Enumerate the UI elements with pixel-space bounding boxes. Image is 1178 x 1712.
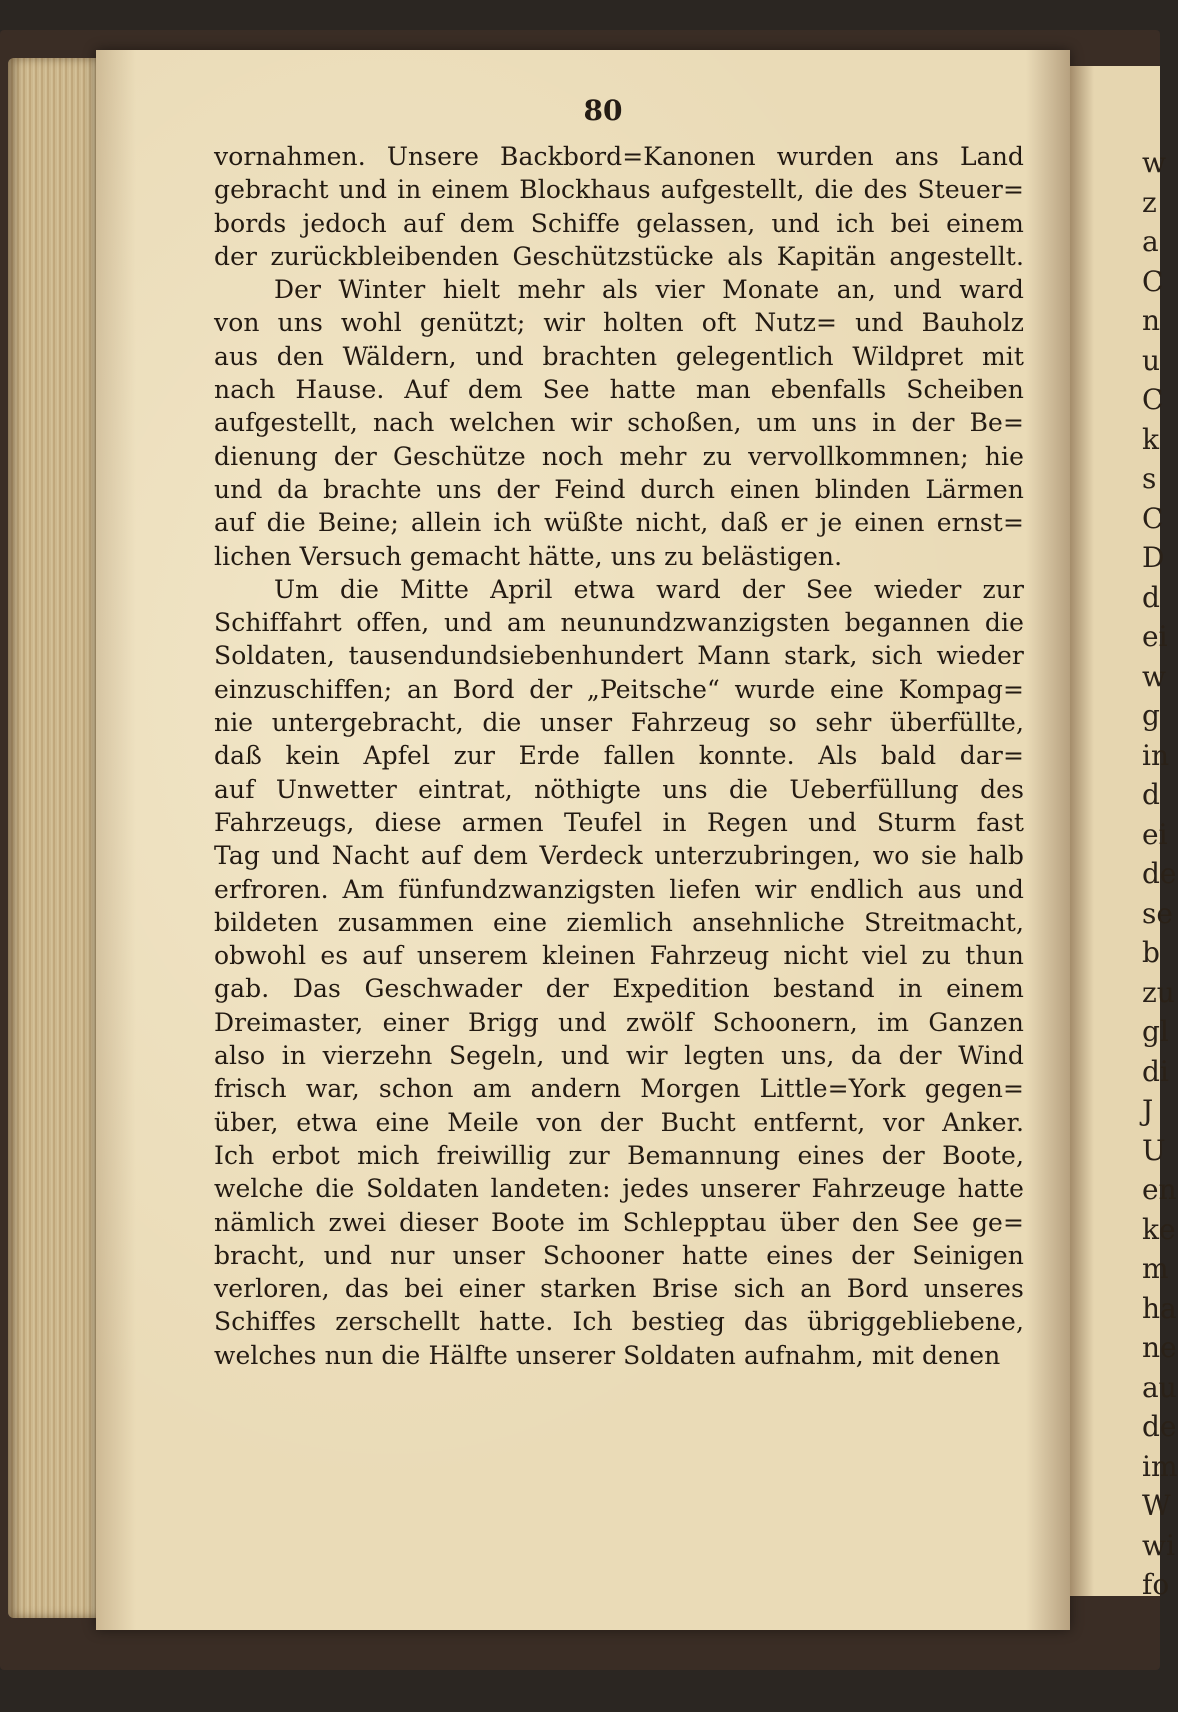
next-page-fragment: W bbox=[1142, 1489, 1171, 1522]
next-page-fragment: gl bbox=[1142, 1015, 1169, 1048]
text-line: nie untergebracht, die unser Fahrzeug so sehr überfüllte, bbox=[214, 708, 1024, 738]
text-line: welche die Soldaten landeten: jedes unserer Fahrzeuge hatte bbox=[214, 1174, 1024, 1204]
next-page-fragment: U bbox=[1142, 1133, 1166, 1167]
next-page-fragment: z bbox=[1142, 185, 1157, 219]
next-page-fragment: C bbox=[1142, 501, 1164, 535]
next-page-fragment: w bbox=[1142, 659, 1166, 693]
text-line: Um die Mitte April etwa ward der See wieder zur bbox=[274, 574, 1024, 604]
text-line: bildeten zusammen eine ziemlich ansehnliche Streitmacht, bbox=[214, 907, 1024, 937]
page-edges bbox=[8, 58, 100, 1618]
text-line: dienung der Geschütze noch mehr zu vervollkommnen; hie bbox=[214, 441, 1024, 471]
next-page-fragment: ei bbox=[1142, 620, 1168, 653]
next-page-fragment: fo bbox=[1142, 1568, 1170, 1601]
book-page bbox=[96, 50, 1070, 1630]
text-line: Tag und Nacht auf dem Verdeck unterzubringen, wo sie halb bbox=[214, 841, 1024, 871]
next-page-fragment: ha bbox=[1142, 1291, 1177, 1325]
next-page-fragment: se bbox=[1142, 896, 1173, 930]
text-line: gebracht und in einem Blockhaus aufgestellt, die des Steuer= bbox=[214, 175, 1024, 205]
next-page-fragment: ke bbox=[1142, 1212, 1176, 1246]
text-line: bords jedoch auf dem Schiffe gelassen, und ich bei einem bbox=[214, 208, 1024, 238]
next-page-edge bbox=[1070, 66, 1178, 1601]
text-line: obwohl es auf unserem kleinen Fahrzeug nicht viel zu thun bbox=[214, 941, 1024, 971]
text-line: Schiffahrt offen, und am neunundzwanzigsten begannen die bbox=[214, 608, 1024, 638]
next-page-fragment: de bbox=[1142, 1410, 1177, 1443]
text-line: gab. Das Geschwader der Expedition bestand in einem bbox=[214, 974, 1024, 1004]
text-line: aus den Wäldern, und brachten gelegentlich Wildpret mit bbox=[214, 341, 1024, 371]
next-page-fragment: C bbox=[1142, 383, 1164, 416]
text-line: und da brachte uns der Feind durch einen blinden Lärmen bbox=[214, 474, 1024, 504]
text-line: Fahrzeugs, diese armen Teufel in Regen und Sturm fast bbox=[214, 807, 1024, 837]
next-page-fragment: im bbox=[1142, 1449, 1178, 1483]
next-page-fragment: de bbox=[1142, 857, 1177, 890]
next-page-fragment: d bbox=[1142, 580, 1160, 614]
text-line: Soldaten, tausendundsiebenhundert Mann stark, sich wieder bbox=[214, 641, 1024, 671]
text-line: erfroren. Am fünfundzwanzigsten liefen wir endlich aus und bbox=[214, 874, 1024, 904]
next-page-fragment: zu bbox=[1142, 975, 1175, 1009]
next-page-fragment: in bbox=[1142, 738, 1169, 772]
next-page-fragment: u bbox=[1142, 343, 1161, 377]
next-page-fragment: C bbox=[1142, 264, 1164, 298]
text-line: auf die Beine; allein ich wüßte nicht, daß er je einen ernst= bbox=[214, 508, 1024, 538]
next-page-fragment: s bbox=[1142, 462, 1157, 495]
text-line: daß kein Apfel zur Erde fallen konnte. Als bald dar= bbox=[214, 741, 1024, 771]
text-line: welches nun die Hälfte unserer Soldaten aufnahm, mit denen bbox=[214, 1340, 1001, 1370]
text-line: Dreimaster, einer Brigg und zwölf Schoonern, im Ganzen bbox=[214, 1007, 1024, 1037]
text-line: bracht, und nur unser Schooner hatte eines der Seinigen bbox=[214, 1240, 1024, 1270]
next-page-fragment: ne bbox=[1142, 1331, 1177, 1364]
next-page-fragment: n bbox=[1142, 304, 1161, 337]
text-line: Der Winter hielt mehr als vier Monate an, und ward bbox=[274, 275, 1024, 305]
next-page-fragment: ei bbox=[1142, 817, 1168, 851]
text-line: vornahmen. Unsere Backbord=Kanonen wurden ans Land bbox=[214, 142, 1024, 171]
next-page-fragment: wi bbox=[1142, 1528, 1175, 1562]
body-text bbox=[214, 140, 1024, 1372]
next-page-fragment: a bbox=[1142, 225, 1159, 258]
next-page-fragment: b bbox=[1142, 936, 1160, 969]
next-page-fragment: en bbox=[1142, 1173, 1177, 1206]
next-page-fragment: di bbox=[1142, 1054, 1169, 1088]
text-line: Schiffes zerschellt hatte. Ich bestieg das übriggebliebene, bbox=[214, 1307, 1024, 1337]
text-line: frisch war, schon am andern Morgen Little=York gegen= bbox=[214, 1074, 1024, 1104]
next-page-fragment: w bbox=[1142, 146, 1166, 179]
text-line: lichen Versuch gemacht hätte, uns zu belästigen. bbox=[214, 541, 843, 571]
text-line: aufgestellt, nach welchen wir schoßen, um uns in der Be= bbox=[214, 408, 1024, 438]
text-line: der zurückbleibenden Geschützstücke als Kapitän angestellt. bbox=[214, 241, 1024, 271]
text-line: nach Hause. Auf dem See hatte man ebenfalls Scheiben bbox=[214, 375, 1024, 405]
next-page-fragment: g bbox=[1142, 699, 1160, 732]
page-number: 80 bbox=[583, 94, 623, 127]
text-line: über, etwa eine Meile von der Bucht entfernt, vor Anker. bbox=[214, 1107, 1024, 1137]
text-line: verloren, das bei einer starken Brise sich an Bord unseres bbox=[214, 1274, 1024, 1304]
next-page-fragment: m bbox=[1142, 1252, 1169, 1285]
next-page-fragment: au bbox=[1142, 1370, 1177, 1404]
next-page-fragment: k bbox=[1142, 422, 1159, 456]
next-page-fragment: J bbox=[1142, 1094, 1154, 1127]
next-page-fragment: d bbox=[1142, 778, 1160, 811]
text-line: auf Unwetter eintrat, nöthigte uns die Ueberfüllung des bbox=[214, 774, 1024, 804]
text-line: einzuschiffen; an Bord der „Peitsche“ wurde eine Kompag= bbox=[214, 674, 1024, 704]
text-line: also in vierzehn Segeln, und wir legten uns, da der Wind bbox=[214, 1041, 1024, 1071]
text-line: nämlich zwei dieser Boote im Schlepptau über den See ge= bbox=[214, 1207, 1024, 1237]
next-page-fragment: D bbox=[1142, 541, 1165, 574]
text-line: von uns wohl genützt; wir holten oft Nutz= und Bauholz bbox=[214, 308, 1024, 338]
text-line: Ich erbot mich freiwillig zur Bemannung eines der Boote, bbox=[214, 1140, 1024, 1170]
